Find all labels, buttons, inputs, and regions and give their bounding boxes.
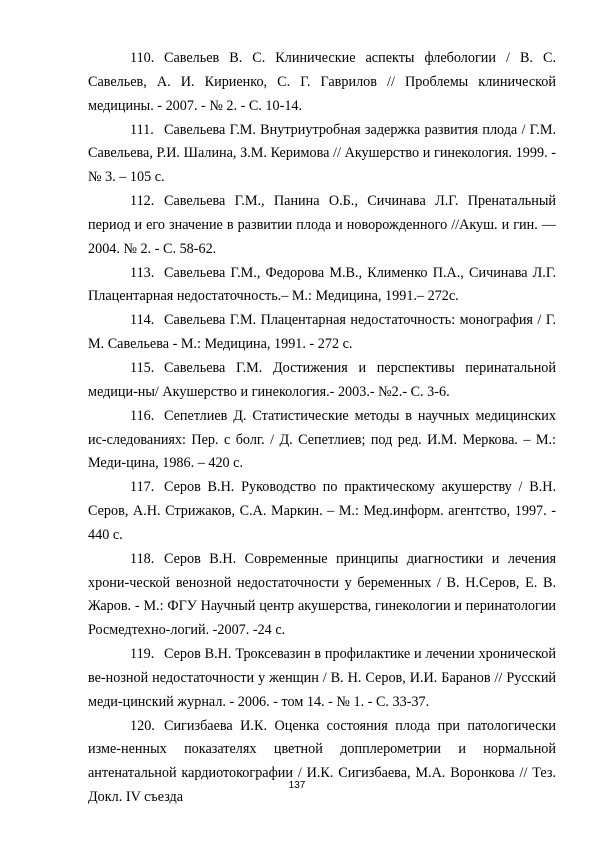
reference-item [88, 715, 556, 810]
reference-item [88, 643, 556, 715]
reference-item [88, 47, 556, 119]
reference-text: Серов В.Н. Троксевазин в профилактике и лечении хронической ве-нозной недостаточности у женщин / В. Н. Серов, И.И. Баранов // Русский меди-цинский журнал. - 2006. - том 14. - № 1. - С. 33-37. [88, 646, 556, 710]
reference-text: Савельева Г.М. Достижения и перспективы перинатальной медици-ны/ Акушерство и гинекология.- 2003.- №2.- С. 3-6. [88, 359, 556, 400]
reference-text: Савельева Г.М., Панина О.Б., Сичинава Л.Г. Пренатальный период и его значение в развитии плода и новорожденного //Акуш. и гин. — 2004. № 2. - С. 58-62. [88, 193, 556, 257]
reference-text: Серов В.Н. Современные принципы диагностики и лечения хрони-ческой венозной недостаточности у беременных / В. Н.Серов, Е. В. Жаров. - М.: ФГУ Научный центр акушерства, гинекологии и перинатологии Росмедтехно-логий. -2007. -24 с. [88, 550, 556, 639]
reference-text: Савельева Г.М. Плацентарная недостаточность: монография / Г. М. Савельева - М.: Медицина, 1991. - 272 с. [88, 312, 556, 353]
reference-number: 110. [130, 50, 155, 66]
reference-number: 120. [130, 717, 155, 734]
reference-number: 117. [130, 479, 155, 496]
reference-number: 114. [130, 312, 155, 329]
reference-item [88, 119, 556, 191]
reference-item [88, 548, 556, 643]
reference-text: Серов В.Н. Руководство по практическому акушерству / В.Н. Серов, А.Н. Стрижаков, С.А. Маркин. – М.: Мед.информ. агентство, 1997. - 440 с. [88, 479, 556, 543]
reference-item [88, 190, 556, 262]
reference-text: Савельева Г.М., Федорова М.В., Клименко П.А., Сичинава Л.Г. Плацентарная недостаточность.– М.: Медицина, 1991.– 272с. [88, 264, 556, 305]
reference-number: 116. [130, 407, 155, 424]
reference-text: Сигизбаева И.К. Оценка состояния плода при патологически изме-ненных показателях цветной допплерометрии и нормальной антенатальной кардиотокографии / И.К. Сигизбаева, М.А. Воронкова // Тез. Докл. IV съезда [88, 717, 556, 806]
page-number: 137 [288, 780, 306, 791]
reference-number: 115. [130, 359, 155, 376]
reference-item [88, 309, 556, 357]
reference-number: 111. [130, 121, 154, 138]
reference-number: 118. [130, 550, 155, 567]
reference-number: 119. [130, 646, 155, 663]
reference-list [88, 47, 556, 810]
reference-text: Сепетлиев Д. Статистические методы в научных медицинских ис-следованиях: Пер. с болг. / Д. Сепетлиев; под ред. И.М. Меркова. – М.: Меди-цина, 1986. – 420 с. [88, 407, 556, 472]
reference-text: Савельев В. С. Клинические аспекты флебологии / В. С. Савельев, А. И. Кириенко, С. Г. Гаврилов // Проблемы клинической медицины. - 2007. - № 2. - С. 10-14. [88, 50, 556, 114]
reference-number: 112. [130, 193, 155, 210]
reference-item [88, 262, 556, 310]
reference-item [88, 405, 556, 477]
reference-item [88, 357, 556, 405]
reference-text: Савельева Г.М. Внутриутробная задержка развития плода / Г.М. Савельева, Р.И. Шалина, З.М. Керимова // Акушерство и гинекология. 1999. - № 3. – 105 с. [88, 121, 556, 186]
reference-number: 113. [130, 264, 155, 281]
reference-item [88, 476, 556, 548]
